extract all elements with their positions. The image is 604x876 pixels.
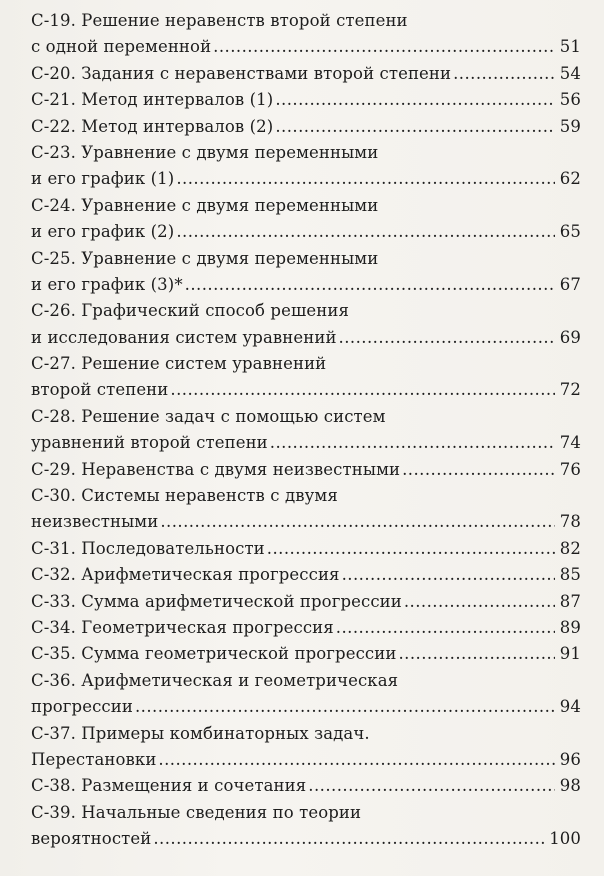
toc-entry-title: прогрессии [31,697,133,717]
toc-entry-title: с одной переменной [31,37,212,57]
toc-entry-title: С-29. Неравенства с двумя неизвестными [31,459,401,479]
toc-line [31,325,581,351]
toc-entry [31,641,581,667]
toc-entry-title: С-23. Уравнение с двумя переменными [31,142,379,162]
toc-line [31,377,581,403]
toc-entry [31,773,581,799]
toc-entry [31,87,581,113]
dot-leader [267,536,555,562]
toc-line [31,747,581,773]
page-number: 74 [559,433,581,453]
page-number: 59 [559,116,581,136]
toc-entry-title: С-34. Геометрическая прогрессия [31,617,334,637]
toc-entry [31,800,581,853]
page-number: 67 [559,274,581,294]
dot-leader [339,325,555,351]
toc-entry-title: С-19. Решение неравенств второй степени [31,11,408,30]
page-number: 62 [559,169,581,189]
page-number: 85 [559,565,581,585]
toc-entry-title: С-38. Размещения и сочетания [31,776,307,796]
toc-line [31,483,581,509]
toc-line [31,615,581,641]
toc-entry-title: С-25. Уравнение с двумя переменными [31,248,379,268]
dot-leader [213,34,555,60]
page-number: 65 [559,222,581,242]
page-number: 82 [559,538,581,558]
toc-line [31,114,581,140]
toc-entry-title: С-22. Метод интервалов (2) [31,116,274,136]
toc-line [31,773,581,799]
toc-entry-title: и его график (2) [31,222,175,242]
page-number: 51 [559,37,581,57]
dot-leader [404,589,555,615]
dot-leader [453,61,555,87]
toc-entry [31,8,581,61]
toc-line [31,8,581,34]
page-number: 72 [559,380,581,400]
toc-line [31,562,581,588]
toc-entry [31,61,581,87]
dot-leader [176,219,555,245]
dot-leader [398,641,555,667]
toc-entry-title: и его график (3)* [31,274,183,294]
dot-leader [402,457,555,483]
toc-entry [31,114,581,140]
dot-leader [342,562,555,588]
toc-line [31,298,581,324]
page-number: 91 [559,644,581,664]
dot-leader [336,615,555,641]
toc-entry [31,615,581,641]
page-number: 54 [559,63,581,83]
toc-line [31,641,581,667]
toc-line [31,61,581,87]
toc-entry-title: С-31. Последовательности [31,538,265,558]
toc-entry [31,721,581,774]
toc-entry [31,351,581,404]
toc-entry-title: С-20. Задания с неравенствами второй степени [31,63,452,83]
toc-line [31,166,581,192]
toc-entry-title: неизвестными [31,512,159,532]
toc-entry [31,589,581,615]
toc-entry [31,562,581,588]
toc-entry-title: С-24. Уравнение с двумя переменными [31,195,379,215]
toc-entry [31,193,581,246]
dot-leader [153,826,547,852]
toc-entry [31,668,581,721]
toc-line [31,219,581,245]
toc-line [31,193,581,219]
toc-entry-title: С-32. Арифметическая прогрессия [31,565,340,585]
toc-line [31,509,581,535]
page-number: 87 [559,591,581,611]
toc-line [31,351,581,377]
dot-leader [170,377,555,403]
dot-leader [308,773,555,799]
page-number: 56 [559,90,581,110]
toc-entry [31,246,581,299]
toc-line [31,668,581,694]
toc-line [31,34,581,60]
toc-entry-title: С-33. Сумма арифметической прогрессии [31,591,402,611]
toc-line [31,246,581,272]
toc-entry [31,404,581,457]
toc-line [31,589,581,615]
toc-line [31,140,581,166]
dot-leader [135,694,555,720]
toc-line [31,457,581,483]
page-number: 100 [549,829,581,849]
toc-line [31,694,581,720]
toc-line [31,536,581,562]
toc-entry-title: вероятностей [31,829,152,849]
toc-entry-title: С-30. Системы неравенств с двумя [31,486,338,506]
dot-leader [176,166,555,192]
toc-line [31,826,581,852]
toc-entry-title: С-21. Метод интервалов (1) [31,90,274,110]
toc-entry [31,457,581,483]
table-of-contents [31,8,581,853]
toc-entry [31,140,581,193]
page-number: 96 [559,749,581,769]
page-number: 94 [559,697,581,717]
toc-entry-title: Перестановки [31,749,157,769]
toc-line [31,430,581,456]
toc-entry-title: С-27. Решение систем уравнений [31,354,327,374]
toc-line [31,721,581,747]
page-number: 69 [559,327,581,347]
dot-leader [158,747,555,773]
page-number: 89 [559,617,581,637]
page-number: 78 [559,512,581,532]
toc-line [31,404,581,430]
toc-line [31,800,581,826]
page-number: 76 [559,459,581,479]
toc-line [31,87,581,113]
toc-entry-title: С-39. Начальные сведения по теории [31,802,362,822]
toc-entry-title: С-28. Решение задач с помощью систем [31,406,386,426]
dot-leader [160,509,555,535]
dot-leader [270,430,555,456]
toc-entry-title: С-35. Сумма геометрической прогрессии [31,644,397,664]
dot-leader [275,87,555,113]
toc-entry-title: С-26. Графический способ решения [31,301,349,321]
page-number: 98 [559,776,581,796]
toc-entry-title: и исследования систем уравнений [31,327,337,347]
toc-entry-title: и его график (1) [31,169,175,189]
toc-line [31,272,581,298]
toc-entry [31,483,581,536]
dot-leader [185,272,555,298]
toc-entry-title: уравнений второй степени [31,433,268,453]
dot-leader [275,114,555,140]
toc-entry [31,298,581,351]
toc-entry-title: С-36. Арифметическая и геометрическая [31,670,399,690]
toc-entry-title: второй степени [31,380,169,400]
toc-entry-title: С-37. Примеры комбинаторных задач. [31,723,370,743]
toc-entry [31,536,581,562]
